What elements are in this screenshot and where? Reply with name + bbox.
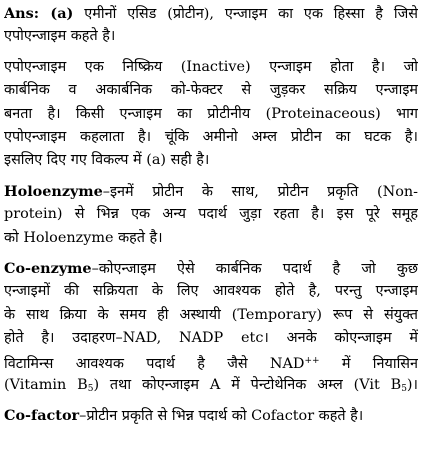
holoenzyme-text: –इनमें प्रोटीन के साथ, प्रोटीन प्रकृति (Non- xyxy=(102,183,418,200)
coenzyme-line-4: होते है। उदाहरण–NAD, NADP etc। अनके कोएन्जाइम में xyxy=(4,330,418,347)
coenzyme-line-3: के साथ क्रिया के समय ही अस्थायी (Temporary) रूप से संयुक्त xyxy=(4,306,418,323)
para1-line-5: इसलिए दिए गए विकल्प में (a) सही है। xyxy=(4,152,210,169)
holoenzyme-paragraph xyxy=(4,180,418,250)
answer-label: Ans: (a) xyxy=(4,5,74,22)
para1-line-4: एपोएन्जाइम कहलाता है। चूंकि अमीनो अम्ल प्रोटीन का घटक है। xyxy=(4,128,418,145)
para1-line-1: एपोएन्जाइम एक निष्क्रिय (Inactive) एन्जाइम होता है। जो xyxy=(4,58,418,75)
coenzyme-term: Co-enzyme xyxy=(4,259,92,277)
coenzyme-paragraph xyxy=(4,257,418,397)
vitamin-b-subscript: 5 xyxy=(87,383,94,394)
spacer xyxy=(4,250,418,257)
holoenzyme-line-2: protein) से भिन्न एक अन्य पदार्थ जुड़ा रहता है। इस पूरे समूह xyxy=(4,206,418,223)
coenzyme-line-6 xyxy=(4,374,418,397)
coenzyme-line-5 xyxy=(4,350,418,373)
holoenzyme-line-3: को Holoenzyme कहते है। xyxy=(4,229,163,246)
nad-superscript: ++ xyxy=(304,356,320,367)
spacer xyxy=(4,173,418,180)
vit-b-subscript: 5 xyxy=(401,383,407,394)
coenzyme-text: –कोएन्जाइम ऐसे कार्बनिक पदार्थ है जो कुछ xyxy=(91,260,418,277)
cofactor-line-1 xyxy=(4,404,418,427)
coenzyme-line-6-b: ) तथा कोएन्जाइम A में पेन्टोथेनिक अम्ल (Vit B xyxy=(93,376,402,393)
spacer xyxy=(4,397,418,404)
cofactor-term: Co-factor xyxy=(4,407,80,425)
coenzyme-line-2: एन्जाइमों की सक्रियता के लिए आवश्यक होते है, परन्तु एन्जाइम xyxy=(4,283,418,300)
apoenzyme-paragraph xyxy=(4,56,418,173)
coenzyme-line-5-b: में नियासिन xyxy=(319,356,418,373)
answer-line-2: एपोएन्जाइम कहते है। xyxy=(4,28,116,45)
cofactor-paragraph xyxy=(4,404,418,427)
answer-text: एमीनों एसिड (प्रोटीन), एन्जाइम का एक हिस्सा है जिसे xyxy=(84,6,418,22)
holoenzyme-term: Holoenzyme xyxy=(4,182,103,200)
para1-line-3: बनता है। किसी एन्जाइम का प्रोटीनीय (Proteinaceous) भाग xyxy=(4,105,418,122)
coenzyme-line-6-c: )। xyxy=(406,376,418,393)
coenzyme-line-5-a: विटामिन्स आवश्यक पदार्थ है जैसे NAD xyxy=(4,356,305,373)
spacer xyxy=(4,49,418,56)
cofactor-text: –प्रोटीन प्रकृति से भिन्न पदार्थ को Cofactor कहते है। xyxy=(79,408,364,425)
coenzyme-line-1 xyxy=(4,257,418,280)
coenzyme-line-6-a: (Vitamin B xyxy=(4,376,88,393)
answer-line-1 xyxy=(4,2,418,25)
para1-line-2: कार्बनिक व अकार्बनिक को-फेक्टर से जुड़कर सक्रिय एन्जाइम xyxy=(4,82,418,99)
holoenzyme-line-1 xyxy=(4,180,418,203)
answer-block xyxy=(4,2,418,49)
